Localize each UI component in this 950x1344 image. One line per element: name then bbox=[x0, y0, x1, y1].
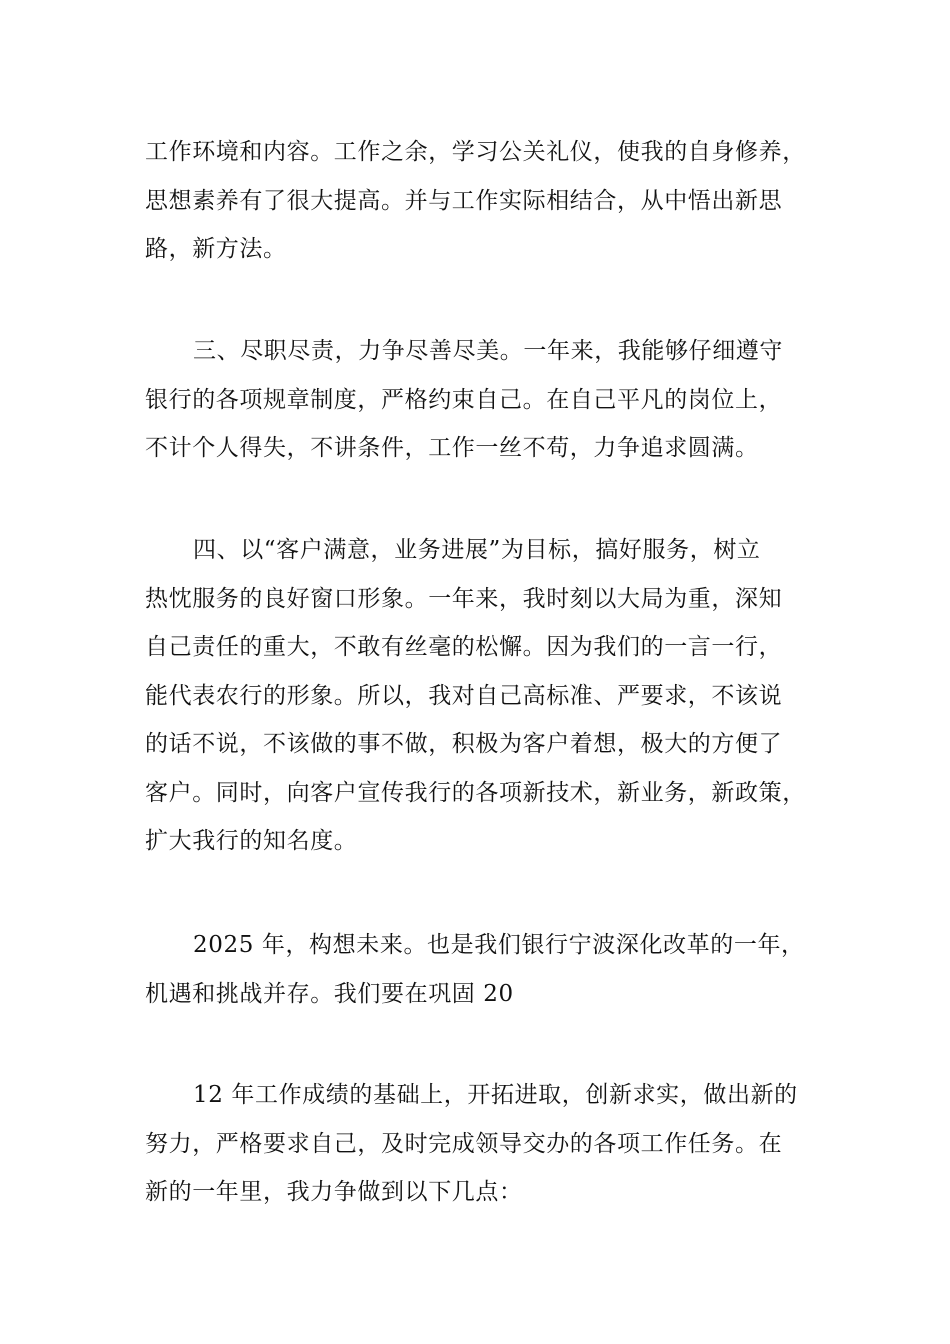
text-line: 银行的各项规章制度，严格约束自己。在自己平凡的岗位上， bbox=[145, 386, 783, 413]
paragraph-work-environment bbox=[145, 128, 835, 274]
text-line: 四、以“客户满意，业务进展”为目标，搞好服务，树立 bbox=[193, 537, 761, 563]
paragraph-duty bbox=[145, 327, 835, 473]
paragraph-new-year-goals bbox=[145, 1071, 835, 1217]
text-line: 机遇和挑战并存。我们要在巩固 20 bbox=[145, 980, 514, 1007]
text-line: 能代表农行的形象。所以，我对自己高标准、严要求，不该说 bbox=[145, 682, 783, 709]
text-line: 思想素养有了很大提高。并与工作实际相结合，从中悟出新思 bbox=[145, 187, 783, 214]
text-line: 热忱服务的良好窗口形象。一年来，我时刻以大局为重，深知 bbox=[145, 585, 783, 612]
text-line: 新的一年里，我力争做到以下几点： bbox=[145, 1179, 523, 1205]
paragraph-future-outlook bbox=[145, 921, 835, 1018]
text-line: 路，新方法。 bbox=[145, 236, 287, 262]
text-line: 12 年工作成绩的基础上，开拓进取，创新求实，做出新的 bbox=[193, 1082, 798, 1108]
text-line: 努力，严格要求自己，及时完成领导交办的各项工作任务。在 bbox=[145, 1130, 783, 1157]
text-line: 的话不说，不该做的事不做，积极为客户着想，极大的方便了 bbox=[145, 731, 783, 757]
text-line: 自己责任的重大，不敢有丝毫的松懈。因为我们的一言一行， bbox=[145, 634, 783, 660]
text-line: 不计个人得失，不讲条件，工作一丝不苟，力争追求圆满。 bbox=[145, 435, 759, 461]
text-line: 三、尽职尽责，力争尽善尽美。一年来，我能够仔细遵守 bbox=[193, 338, 783, 364]
text-line: 2025 年，构想未来。也是我们银行宁波深化改革的一年， bbox=[193, 932, 805, 958]
text-line: 工作环境和内容。工作之余，学习公关礼仪，使我的自身修养， bbox=[145, 139, 806, 165]
text-line: 客户。同时，向客户宣传我行的各项新技术，新业务，新政策， bbox=[145, 779, 806, 806]
text-line: 扩大我行的知名度。 bbox=[145, 828, 358, 854]
paragraph-customer-service bbox=[145, 526, 835, 866]
